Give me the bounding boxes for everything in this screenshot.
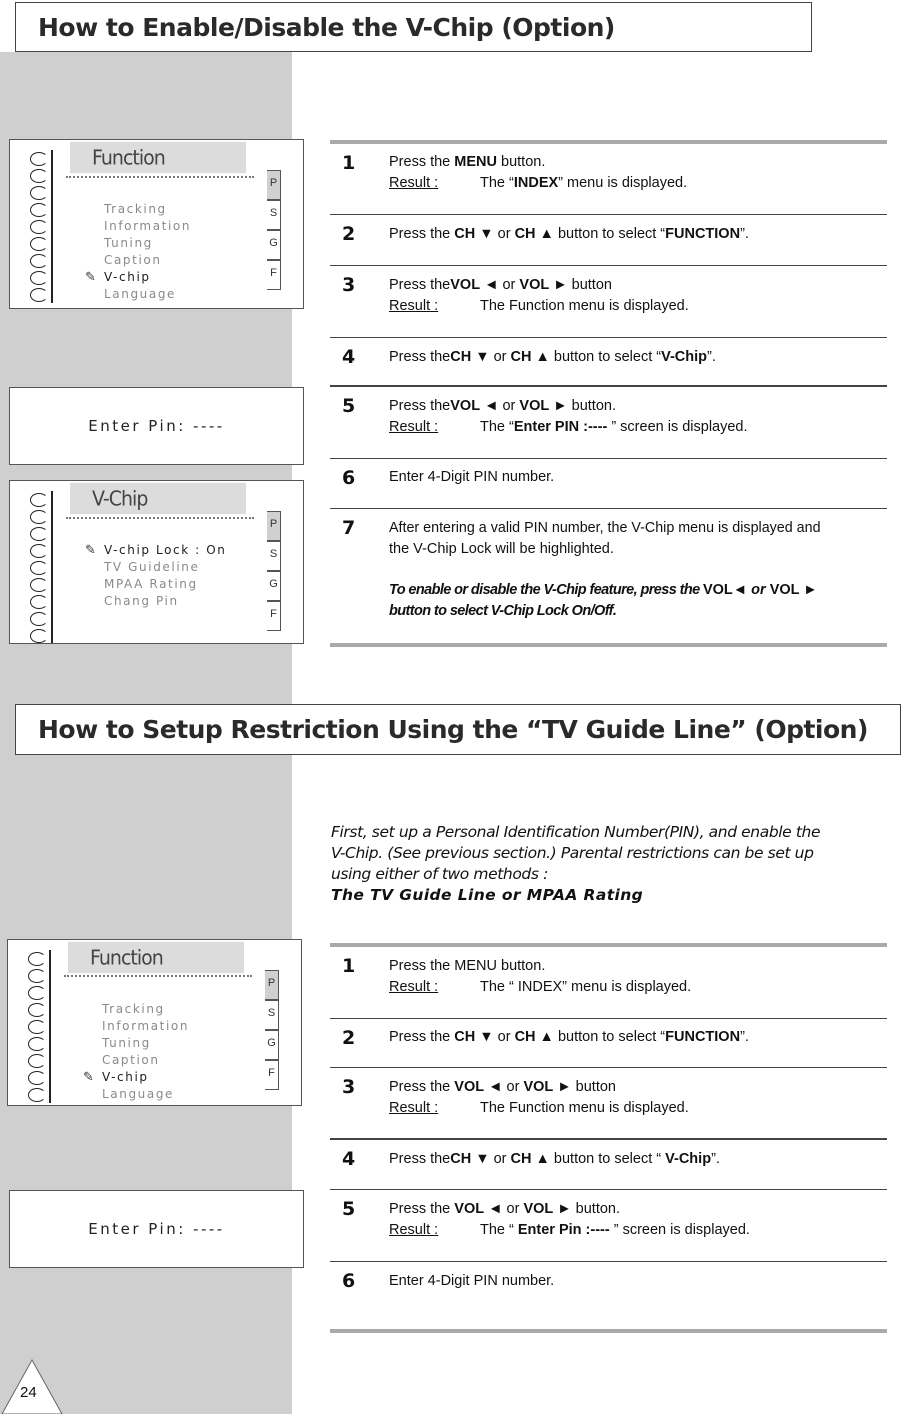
menu-item: Caption	[104, 253, 162, 267]
pin-value: ----	[193, 417, 225, 435]
step-number: 4	[342, 1148, 356, 1170]
step-7: 7 After entering a valid PIN number, the V-Chip menu is displayed and the V-Chip Lock will be highlighted. To enable or disable the V-Chip feature, press the VOL◄ or VOL ► button to select V-Chip Lock On/Off.	[342, 517, 821, 619]
step-1: 1 Press the MENU button. Result : The “ INDEX” menu is displayed.	[330, 947, 887, 1019]
step-4: 4 Press theCH ▼ or CH ▲ button to select “V-Chip”.	[330, 338, 887, 387]
step-number: 3	[342, 274, 356, 296]
vchip-menu-screen	[9, 480, 304, 644]
menu-list	[102, 1001, 189, 1103]
menu-item: Language	[102, 1087, 175, 1101]
menu-item: Tracking	[104, 202, 167, 216]
step-number: 1	[342, 955, 356, 977]
menu-item: Language	[104, 287, 177, 301]
menu-item: TV Guideline	[104, 560, 200, 574]
result-label: Result :	[389, 175, 439, 191]
tab-p: P	[265, 970, 279, 1000]
intro-paragraph: First, set up a Personal Identification Number(PIN), and enable the V-Chip. (See previous section.) Parental restrictions can be set up using either of two methods : The TV Guide Line or MPAA Rating	[331, 822, 891, 906]
tab-s: S	[267, 541, 281, 571]
spiral-binding-icon	[16, 150, 62, 304]
section-title-tv-guide: How to Setup Restriction Using the “TV Guide Line” (Option)	[15, 704, 901, 755]
side-tabs	[267, 511, 281, 631]
step-number: 2	[342, 223, 356, 245]
menu-item: Tuning	[104, 236, 153, 250]
step-number: 5	[342, 1198, 356, 1220]
tab-f: F	[267, 260, 281, 290]
steps-list-vchip	[330, 140, 887, 647]
step-3: 3 Press theVOL ◄ or VOL ► button Result : The Function menu is displayed.	[330, 266, 887, 338]
step-5: 5 Press the VOL ◄ or VOL ► button. Result : The “ Enter Pin :---- ” screen is displayed.	[330, 1190, 887, 1262]
menu-heading: V-Chip	[70, 483, 246, 514]
tab-f: F	[265, 1060, 279, 1090]
methods-line: The TV Guide Line or MPAA Rating	[331, 886, 644, 904]
enter-pin-screen	[9, 1190, 304, 1268]
menu-item: Information	[102, 1019, 190, 1033]
step-6: 6 Enter 4-Digit PIN number.	[330, 459, 887, 509]
menu-item-selected: ✎ V-chip Lock : On	[104, 542, 227, 559]
step-number: 1	[342, 152, 356, 174]
result-label: Result :	[389, 1100, 439, 1116]
tab-p: P	[267, 511, 281, 541]
page-number-badge	[0, 1356, 64, 1414]
menu-list	[104, 542, 227, 610]
side-tabs	[265, 970, 279, 1090]
step-number: 5	[342, 395, 356, 417]
pin-label: Enter Pin:	[88, 417, 186, 435]
step-number: 6	[342, 467, 356, 489]
steps-list-tv-guide	[330, 943, 887, 1333]
pin-label: Enter Pin:	[88, 1220, 186, 1238]
tab-p: P	[267, 170, 281, 200]
step-2: 2 Press the CH ▼ or CH ▲ button to select “FUNCTION”.	[330, 1019, 887, 1068]
result-label: Result :	[389, 979, 439, 995]
step-5: 5 Press theVOL ◄ or VOL ► button. Result : The “Enter PIN :---- ” screen is displayed.	[330, 387, 887, 459]
menu-heading: Function	[70, 142, 246, 173]
tab-g: G	[267, 571, 281, 601]
result-label: Result :	[389, 419, 439, 435]
section-title-vchip: How to Enable/Disable the V-Chip (Option)	[15, 2, 812, 52]
result-label: Result :	[389, 1222, 439, 1238]
step-1: 1 Press the MENU button. Result : The “INDEX” menu is displayed.	[330, 144, 887, 215]
tab-s: S	[265, 1000, 279, 1030]
function-menu-screen	[9, 139, 304, 309]
step-4: 4 Press theCH ▼ or CH ▲ button to select “ V-Chip”.	[330, 1140, 887, 1190]
step-6: 6 Enter 4-Digit PIN number.	[342, 1270, 555, 1292]
spiral-binding-icon	[14, 950, 60, 1101]
menu-item: Chang Pin	[104, 594, 179, 608]
menu-item-selected: ✎ V-chip	[102, 1069, 189, 1086]
menu-list	[104, 201, 191, 303]
menu-item: Information	[104, 219, 192, 233]
pin-value: ----	[193, 1220, 225, 1238]
step-2: 2 Press the CH ▼ or CH ▲ button to select “FUNCTION”.	[330, 215, 887, 266]
step-3: 3 Press the VOL ◄ or VOL ► button Result : The Function menu is displayed.	[330, 1068, 887, 1140]
menu-item-selected: ✎ V-chip	[104, 269, 191, 286]
tab-g: G	[267, 230, 281, 260]
result-label: Result :	[389, 298, 439, 314]
page-number: 24	[20, 1384, 37, 1401]
step-number: 4	[342, 346, 356, 368]
step-number: 3	[342, 1076, 356, 1098]
enter-pin-screen	[9, 387, 304, 465]
tab-f: F	[267, 601, 281, 631]
menu-item: MPAA Rating	[104, 577, 198, 591]
menu-item: Tuning	[102, 1036, 151, 1050]
menu-heading: Function	[68, 942, 244, 973]
tab-s: S	[267, 200, 281, 230]
menu-item: Caption	[102, 1053, 160, 1067]
menu-item: Tracking	[102, 1002, 165, 1016]
step-number: 7	[342, 517, 356, 539]
function-menu-screen	[7, 939, 302, 1106]
side-tabs	[267, 170, 281, 290]
tab-g: G	[265, 1030, 279, 1060]
step-number: 2	[342, 1027, 356, 1049]
spiral-binding-icon	[16, 491, 62, 639]
step-number: 6	[342, 1270, 356, 1292]
